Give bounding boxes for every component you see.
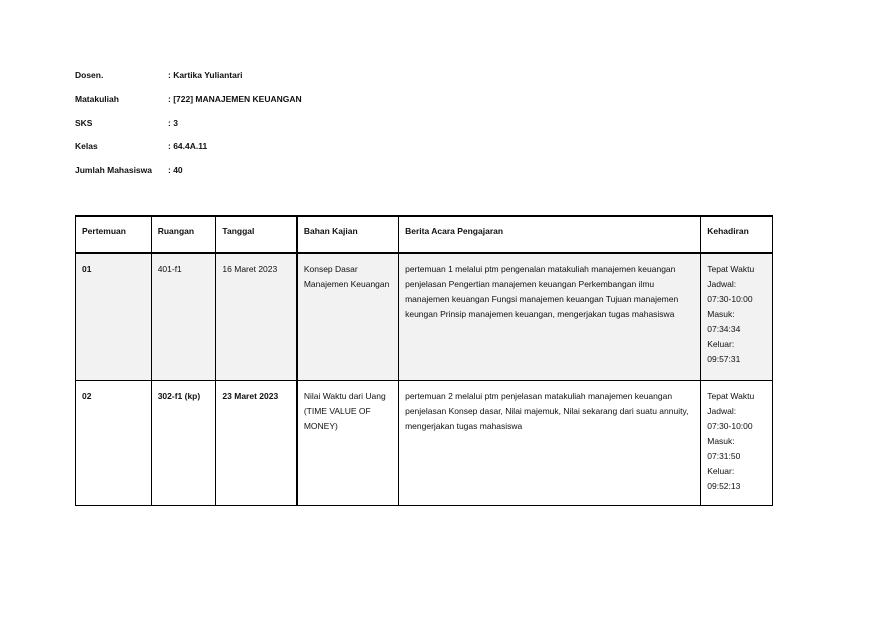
header-ruangan: Ruangan	[151, 216, 216, 253]
sks-label: SKS	[75, 117, 93, 128]
kehadiran-status: Tepat Waktu	[707, 391, 755, 401]
cell-kehadiran	[701, 381, 773, 506]
kehadiran-keluar-value: 09:57:31	[707, 354, 741, 364]
info-row-kelas	[75, 141, 302, 165]
kehadiran-masuk-value: 07:31:50	[707, 451, 741, 461]
cell-ruangan: 302-f1 (kp)	[151, 381, 216, 506]
matakuliah-label: Matakuliah	[75, 93, 119, 104]
course-info	[75, 70, 302, 189]
kehadiran-keluar-value: 09:52:13	[707, 481, 741, 491]
header-tanggal: Tanggal	[216, 216, 297, 253]
jumlah-label: Jumlah Mahasiswa	[75, 165, 153, 175]
cell-pertemuan: 02	[76, 381, 152, 506]
cell-berita-acara: pertemuan 1 melalui ptm pengenalan matakuliah manajemen keuangan penjelasan Pengertian manajemen keuangan Perkembangan ilmu manajemen keuangan Fungsi manajemen keuangan Tujuan manajemen keungan Prinsip manajemen keuangan, mengerjakan tugas mahasiswa	[399, 253, 701, 381]
kehadiran-keluar-label: Keluar:	[707, 466, 735, 476]
header-pertemuan: Pertemuan	[76, 216, 152, 253]
table-row	[76, 381, 773, 506]
kehadiran-keluar-label: Keluar:	[707, 339, 735, 349]
cell-kehadiran	[701, 253, 773, 381]
cell-ruangan: 401-f1	[151, 253, 216, 381]
info-row-sks	[75, 118, 302, 142]
info-row-jumlah	[75, 165, 302, 189]
matakuliah-value: : [722] MANAJEMEN KEUANGAN	[168, 93, 302, 104]
cell-pertemuan: 01	[76, 253, 152, 381]
kehadiran-jadwal-value: 07:30-10:00	[707, 294, 753, 304]
header-berita-acara: Berita Acara Pengajaran	[399, 216, 701, 253]
header-kehadiran: Kehadiran	[701, 216, 773, 253]
cell-berita-acara: pertemuan 2 melalui ptm penjelasan matakuliah manajemen keuangan penjelasan Konsep dasar, Nilai majemuk, Nilai sekarang dari suatu annuity, mengerjakan tugas mahasiswa	[399, 381, 701, 506]
table-row	[76, 253, 773, 381]
kehadiran-masuk-value: 07:34:34	[707, 324, 741, 334]
kehadiran-jadwal-label: Jadwal:	[707, 279, 737, 289]
sks-value: : 3	[168, 117, 178, 128]
jumlah-value: : 40	[168, 165, 183, 175]
kelas-label: Kelas	[75, 141, 98, 152]
info-row-matakuliah	[75, 94, 302, 118]
cell-bahan-kajian: Nilai Waktu dari Uang (TIME VALUE OF MONEY)	[297, 381, 399, 506]
dosen-value: : Kartika Yuliantari	[168, 70, 243, 80]
cell-tanggal: 16 Maret 2023	[216, 253, 297, 381]
dosen-label: Dosen.	[75, 70, 104, 80]
table-header-row	[76, 216, 773, 253]
kehadiran-masuk-label: Masuk:	[707, 309, 735, 319]
kehadiran-jadwal-value: 07:30-10:00	[707, 421, 753, 431]
kehadiran-status: Tepat Waktu	[707, 264, 755, 274]
attendance-table	[75, 215, 773, 506]
header-bahan-kajian: Bahan Kajian	[297, 216, 399, 253]
kelas-value: : 64.4A.11	[168, 141, 208, 152]
cell-tanggal: 23 Maret 2023	[216, 381, 297, 506]
kehadiran-masuk-label: Masuk:	[707, 436, 735, 446]
info-row-dosen	[75, 70, 302, 94]
cell-bahan-kajian: Konsep Dasar Manajemen Keuangan	[297, 253, 399, 381]
kehadiran-jadwal-label: Jadwal:	[707, 406, 737, 416]
